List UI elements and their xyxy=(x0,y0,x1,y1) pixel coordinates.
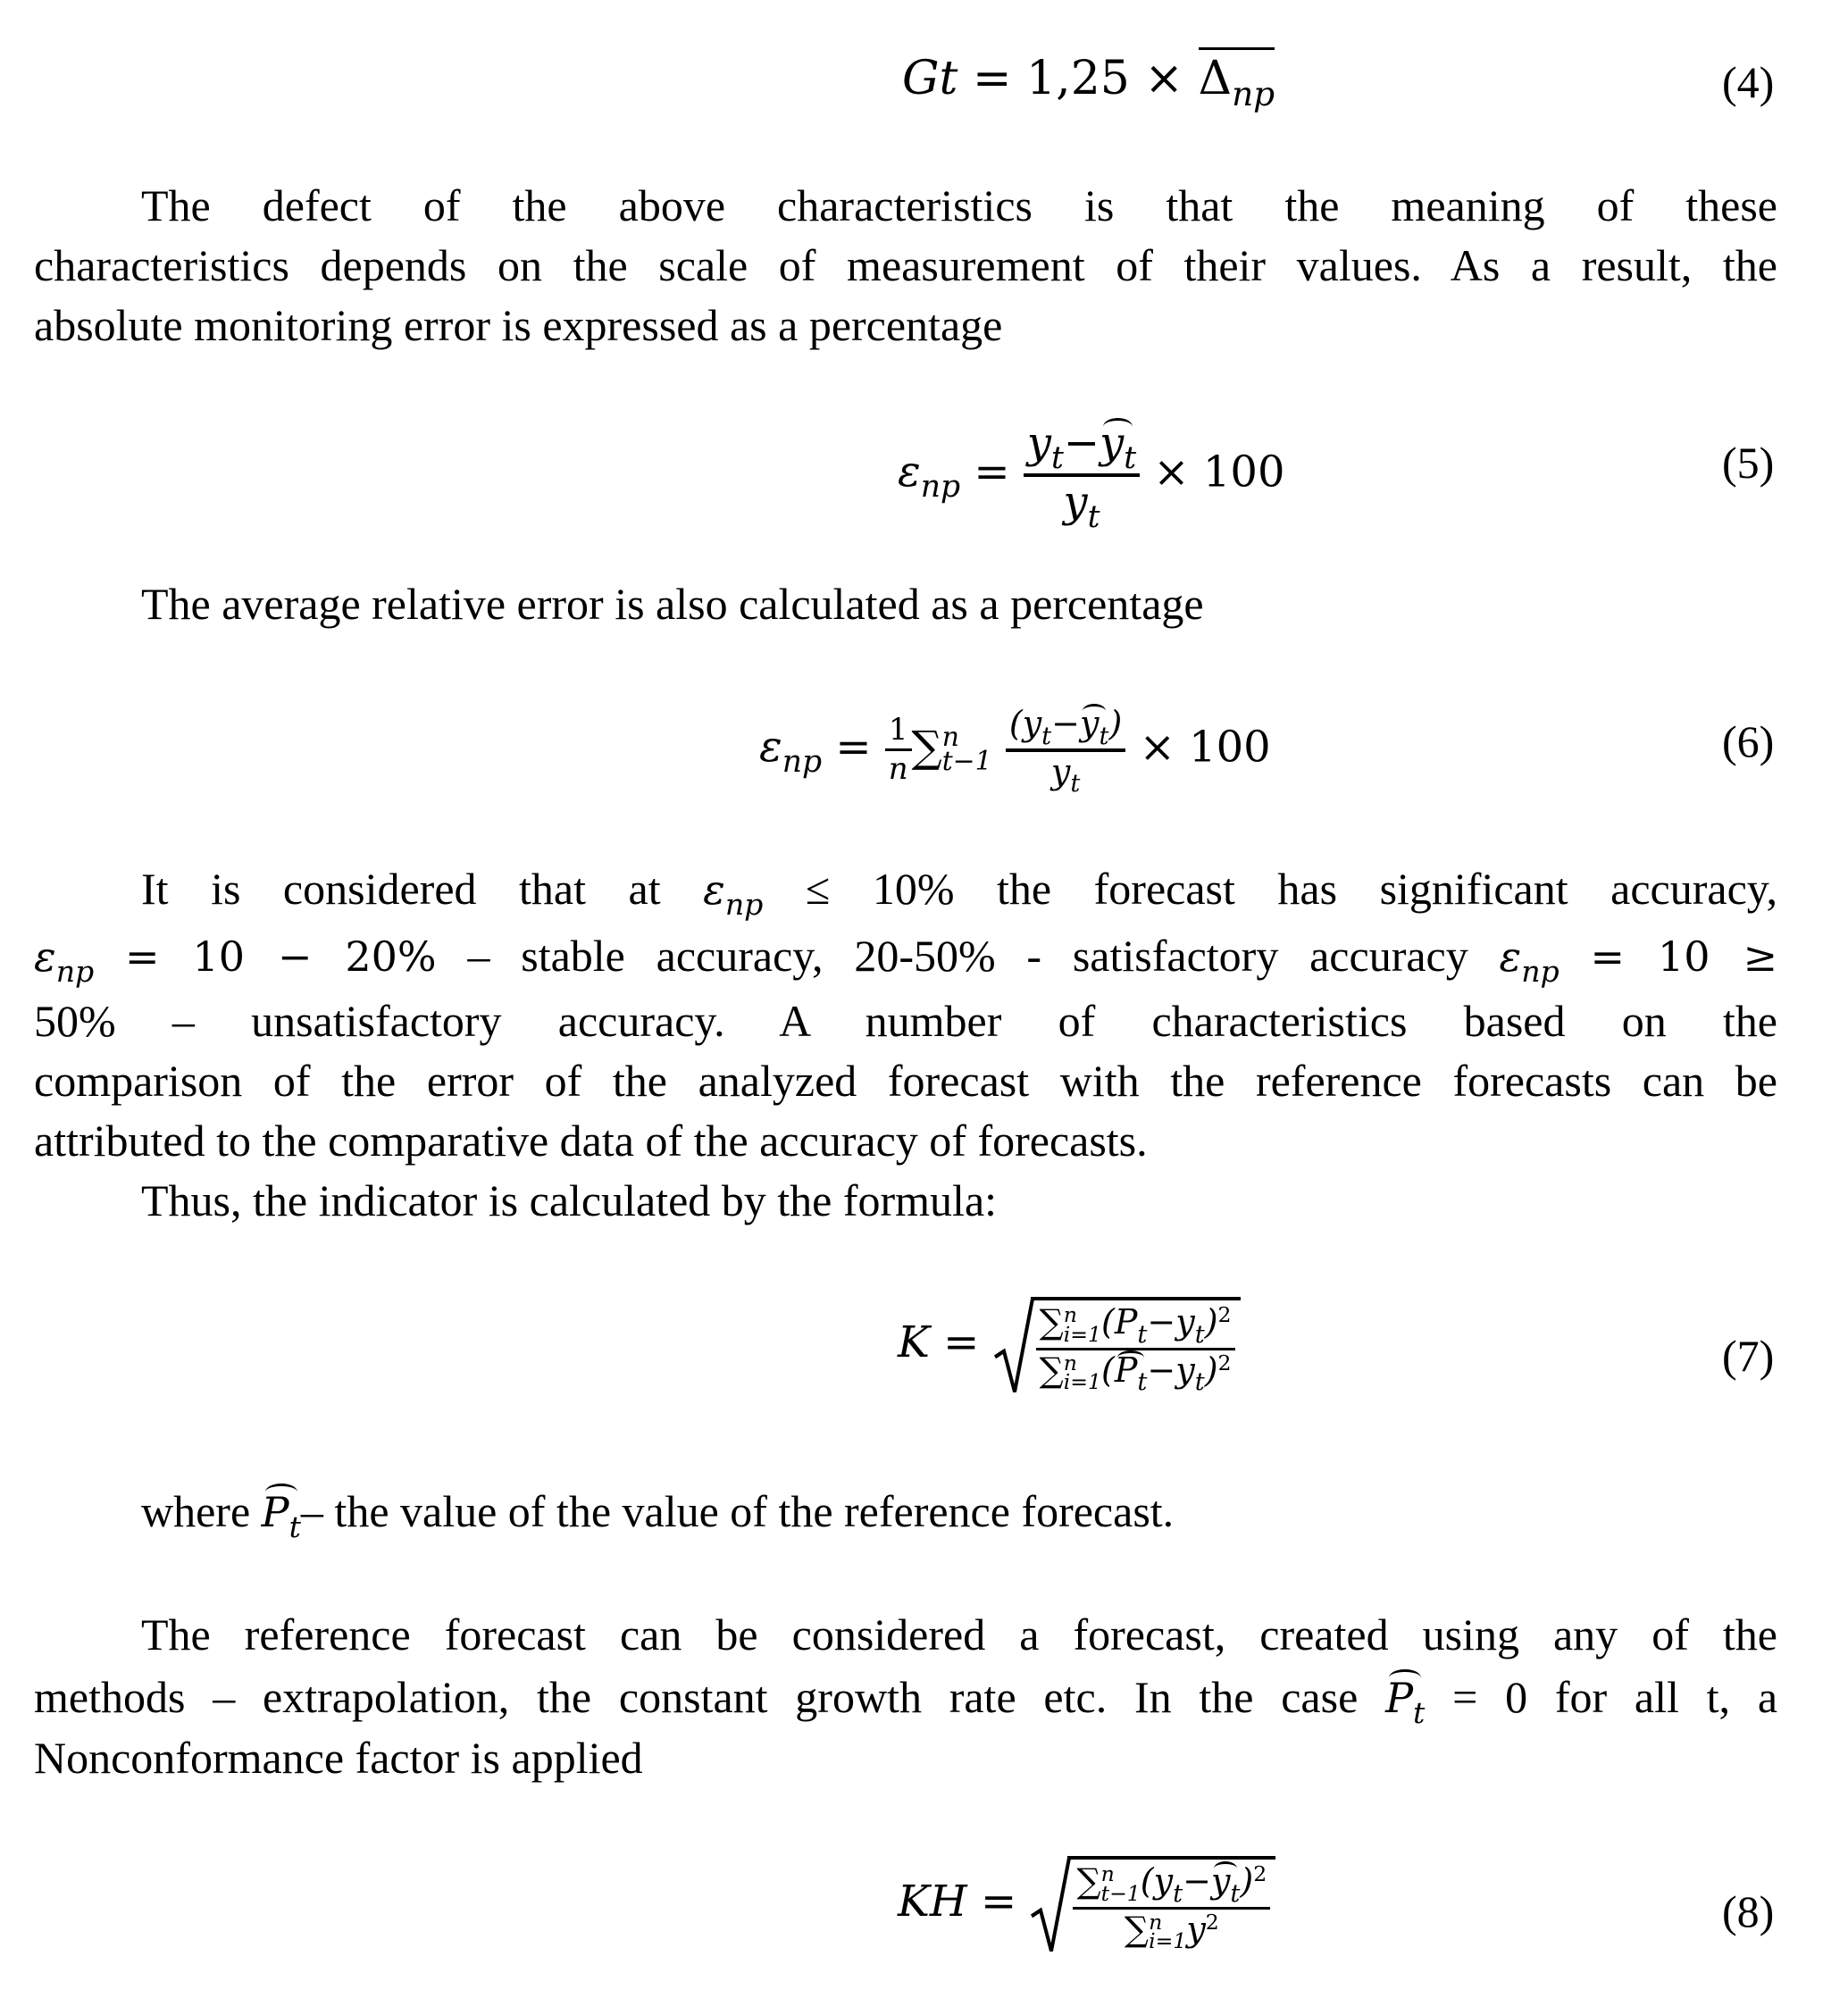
eq5-y-hat xyxy=(1100,418,1137,477)
eq7-num-sigma: ∑ xyxy=(1039,1302,1064,1342)
eq4-equals: = xyxy=(972,52,1012,105)
paragraph-1-line-1: The defect of the above characteristics is that the meaning of these xyxy=(141,180,1777,230)
paragraph-3-line-5: attributed to the comparative data of the accuracy of forecasts. xyxy=(34,1116,1148,1166)
eq7-num-p: (P xyxy=(1101,1302,1138,1342)
eq6-sigma-bottom: t−1 xyxy=(941,745,992,777)
p3-l2-eps2-symbol: ε xyxy=(1499,932,1522,981)
eq6-n: n xyxy=(888,751,908,788)
eq7-num-p-sub: t xyxy=(1137,1320,1148,1349)
eq4-mean-delta xyxy=(1198,47,1275,114)
eq8-num-y-sub: t xyxy=(1173,1879,1183,1908)
eq5-lhs-sub: np xyxy=(920,469,961,506)
eq5-lhs xyxy=(898,447,961,506)
p6-l2-text-a: methods – extrapolation, the constant growth rate etc. In the case xyxy=(34,1672,1359,1722)
eq8-den-pow: 2 xyxy=(1205,1909,1219,1935)
p6-l2-text-b: = 0 for all t, a xyxy=(1452,1672,1778,1722)
eq7-denominator xyxy=(1036,1350,1235,1397)
equation-4 xyxy=(902,52,1275,114)
eq7-p-hat xyxy=(1114,1350,1148,1397)
equation-number-8: (8) xyxy=(1722,1886,1775,1936)
eq6-equals: = xyxy=(835,722,872,773)
eq8-num-bottom: t−1 xyxy=(1100,1880,1141,1906)
eq6-epsilon: ε xyxy=(759,722,782,773)
eq5-epsilon: ε xyxy=(898,447,921,497)
eq5-num-yhat-sub: t xyxy=(1124,440,1137,477)
equation-number-7: (7) xyxy=(1722,1331,1775,1381)
eq5-den-sub: t xyxy=(1087,498,1100,535)
eq8-fraction xyxy=(1073,1863,1270,1953)
eq8-den-y: y xyxy=(1186,1909,1206,1949)
p5-p-hat xyxy=(262,1485,301,1543)
eq7-fraction xyxy=(1036,1302,1235,1397)
eq5-numerator xyxy=(1024,420,1140,477)
eq7-num-top: n xyxy=(1063,1302,1077,1328)
paragraph-3-line-1 xyxy=(141,862,1777,921)
eq8-num-yhat: y xyxy=(1210,1861,1231,1901)
eq6-one-over-n xyxy=(885,711,912,788)
equation-5 xyxy=(898,418,1285,535)
eq5-equals: = xyxy=(974,447,1010,497)
p6-p-hat xyxy=(1385,1671,1425,1729)
eq6-sigma-top: n xyxy=(941,722,959,754)
equation-number-6: (6) xyxy=(1722,716,1775,766)
eq7-num-limits xyxy=(1063,1302,1101,1347)
eq8-radicand xyxy=(1067,1856,1275,1953)
eq5-num-y-sub: t xyxy=(1051,440,1064,477)
eq8-num-limits xyxy=(1100,1861,1141,1906)
eq7-den-close: ) xyxy=(1204,1350,1218,1390)
eq7-square-root xyxy=(993,1297,1241,1397)
eq8-num-open: (y xyxy=(1140,1861,1174,1901)
p5-text-rest: – the value of the value of the reference forecast. xyxy=(300,1486,1175,1536)
eq6-num-y-sub: t xyxy=(1041,722,1052,750)
p6-p-sub: t xyxy=(1413,1694,1426,1730)
eq7-den-limits xyxy=(1063,1350,1101,1395)
eq7-num-y-sub: t xyxy=(1194,1320,1205,1349)
eq6-num-yhat-sub: t xyxy=(1099,722,1109,750)
p3-l1-epsilon xyxy=(703,865,764,922)
eq8-minus: − xyxy=(1183,1861,1211,1901)
eq7-den-y-sub: t xyxy=(1194,1368,1205,1397)
eq7-equals: = xyxy=(943,1317,980,1367)
equation-number-5: (5) xyxy=(1722,438,1775,488)
eq7-den-top: n xyxy=(1063,1350,1077,1376)
eq6-num-yhat: y xyxy=(1080,704,1100,743)
eq4-coefficient: 1,25 xyxy=(1026,52,1130,105)
eq6-sigma: ∑ xyxy=(911,722,942,773)
p5-p-sub: t xyxy=(288,1509,301,1544)
p3-l2-text: – stable accuracy, 20-50% - satisfactory accuracy xyxy=(467,931,1468,981)
eq8-num-pow: 2 xyxy=(1253,1861,1267,1887)
eq7-den-p: P xyxy=(1114,1350,1138,1390)
eq4-delta: Δ xyxy=(1198,52,1233,105)
p6-p-symbol: P xyxy=(1385,1674,1414,1722)
paragraph-2-line-1: The average relative error is also calculated as a percentage xyxy=(141,579,1204,629)
p5-text-where: where xyxy=(141,1486,251,1536)
p3-l2-eps2-sub: np xyxy=(1521,953,1560,989)
eq7-num-bottom: i=1 xyxy=(1063,1321,1101,1347)
p3-l1-text-a: It is considered that at xyxy=(141,864,661,914)
eq7-num-pow: 2 xyxy=(1217,1302,1232,1328)
eq6-y-hat xyxy=(1080,704,1109,750)
eq6-lhs-sub: np xyxy=(782,744,823,781)
p3-l1-text-b: ≤ 10% the forecast has significant accuracy, xyxy=(805,864,1778,914)
eq6-lhs xyxy=(759,722,823,781)
equation-number-4: (4) xyxy=(1722,57,1775,107)
eq6-num-open: (y xyxy=(1008,704,1042,743)
eq8-lhs: KH xyxy=(898,1876,967,1927)
eq5-minus: − xyxy=(1063,418,1100,468)
eq6-numerator xyxy=(1006,706,1125,752)
eq6-den-y: y xyxy=(1050,751,1071,791)
paragraph-1-line-2: characteristics depends on the scale of measurement of their values. As a result, the xyxy=(34,240,1777,290)
paragraph-1-line-3: absolute monitoring error is expressed as a percentage xyxy=(34,300,1003,350)
eq7-den-open: ( xyxy=(1101,1350,1115,1390)
eq8-numerator xyxy=(1073,1863,1270,1910)
equation-7 xyxy=(898,1297,1241,1397)
eq6-denominator xyxy=(1006,751,1125,798)
equation-8 xyxy=(898,1856,1275,1953)
p3-l2-epsilon xyxy=(34,932,95,989)
eq8-num-yhat-sub: t xyxy=(1230,1879,1241,1908)
eq8-den-bottom: i=1 xyxy=(1149,1928,1187,1954)
eq7-radicand xyxy=(1031,1297,1241,1397)
p3-l2-range: = 10 − 20% xyxy=(125,932,437,981)
eq6-minus: − xyxy=(1051,704,1081,743)
equation-6 xyxy=(759,704,1271,798)
eq6-den-sub: t xyxy=(1070,770,1081,798)
eq5-num-yhat: y xyxy=(1100,418,1125,468)
eq7-numerator xyxy=(1036,1304,1235,1350)
eq6-times-100: × 100 xyxy=(1139,722,1271,773)
paragraph-6-line-2 xyxy=(34,1670,1777,1729)
eq5-den-y: y xyxy=(1063,476,1088,527)
eq4-times: × xyxy=(1144,52,1183,105)
eq8-denominator xyxy=(1073,1910,1270,1953)
eq6-fraction xyxy=(1006,704,1125,798)
eq8-den-top: n xyxy=(1149,1910,1163,1935)
paragraph-6-line-1: The reference forecast can be considered a forecast, created using any of the xyxy=(141,1609,1777,1659)
eq8-square-root xyxy=(1030,1856,1275,1953)
eq4-delta-sub: np xyxy=(1232,74,1275,114)
eq7-lhs: K xyxy=(898,1317,930,1367)
eq8-equals: = xyxy=(980,1876,1017,1927)
p3-l1-eps-sub: np xyxy=(724,886,764,922)
eq8-num-top: n xyxy=(1100,1861,1115,1887)
eq8-den-sigma: ∑ xyxy=(1124,1909,1150,1949)
paragraph-3-line-2 xyxy=(34,929,1777,988)
eq6-sigma-limits xyxy=(941,722,992,777)
p3-l2-tail: = 10 ≥ xyxy=(1590,932,1777,981)
eq7-den-minus-y: −y xyxy=(1147,1350,1195,1390)
paragraph-6-line-3: Nonconformance factor is applied xyxy=(34,1733,643,1783)
paragraph-3-line-3: 50% – unsatisfactory accuracy. A number of characteristics based on the xyxy=(34,996,1777,1046)
eq8-radical-sign xyxy=(1030,1856,1071,1953)
p3-l2-eps-symbol: ε xyxy=(34,932,56,981)
eq7-num-close: ) xyxy=(1204,1302,1218,1342)
eq6-one: 1 xyxy=(885,714,912,751)
p3-l2-epsilon-2 xyxy=(1499,932,1560,989)
eq8-y-hat xyxy=(1210,1861,1241,1908)
eq8-den-limits xyxy=(1149,1910,1187,1954)
paragraph-5-line-1 xyxy=(141,1484,1777,1543)
eq5-times-100: × 100 xyxy=(1153,447,1285,497)
eq7-den-pow: 2 xyxy=(1217,1350,1232,1375)
p5-p-symbol: P xyxy=(261,1488,289,1536)
eq7-den-p-sub: t xyxy=(1137,1368,1148,1397)
eq7-radical-sign xyxy=(993,1297,1034,1394)
eq6-num-close: ) xyxy=(1108,704,1123,743)
eq8-num-sigma: ∑ xyxy=(1076,1861,1101,1901)
p3-l2-eps-sub: np xyxy=(55,953,95,989)
eq5-fraction xyxy=(1024,418,1140,535)
eq5-num-y: y xyxy=(1026,418,1052,468)
eq7-den-sigma: ∑ xyxy=(1039,1350,1064,1390)
eq8-num-close: ) xyxy=(1240,1861,1254,1901)
eq7-den-bottom: i=1 xyxy=(1063,1369,1101,1395)
eq7-num-minus-y: −y xyxy=(1147,1302,1195,1342)
paragraph-4-line-1: Thus, the indicator is calculated by the formula: xyxy=(141,1175,998,1225)
p3-l1-eps-symbol: ε xyxy=(703,865,725,914)
eq4-lhs: Gt xyxy=(902,52,958,105)
eq5-denominator xyxy=(1024,476,1140,535)
paragraph-3-line-4: comparison of the error of the analyzed forecast with the reference forecasts can be xyxy=(34,1056,1777,1106)
